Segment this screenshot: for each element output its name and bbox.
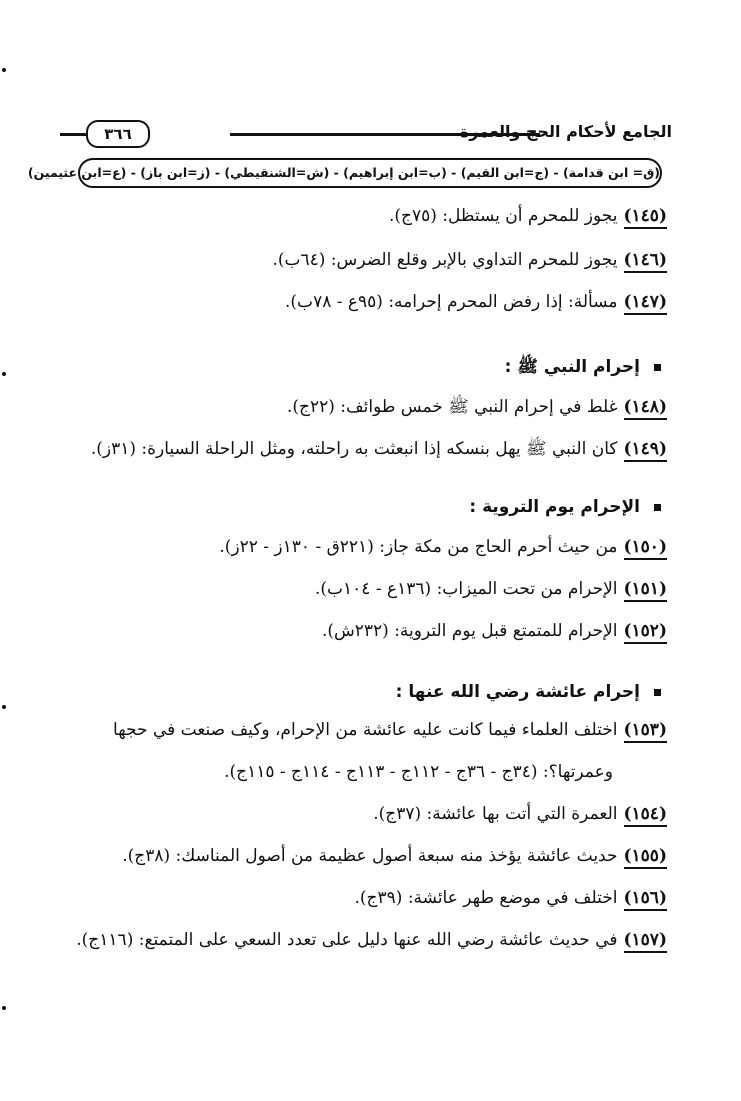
book-title: الجامع لأحكام الحج والعمرة: [459, 122, 672, 141]
item-text: من حيث أحرم الحاج من مكة جاز: (٢٢١ق - ١٣٠ز - ٢٢ز).: [219, 537, 618, 557]
item-text: اختلف العلماء فيما كانت عليه عائشة من الإحرام، وكيف صنعت في حجها: [113, 720, 618, 740]
item-number: (١٥٥): [624, 846, 668, 869]
abbreviation-legend: (ق= ابن قدامة) - (ج=ابن القيم) - (ب=ابن إبراهيم) - (ش=الشنقيطي) - (ز=ابن باز) - (ع=ابن عثيمين): [78, 158, 662, 188]
section-heading-text: الإحرام يوم التروية :: [469, 497, 640, 517]
list-item: [219, 537, 667, 560]
bullet-icon: [654, 689, 661, 696]
item-number: (١٤٨): [624, 397, 668, 420]
item-number: (١٥٣): [624, 720, 668, 743]
section-heading: [505, 356, 661, 381]
page-number: ٣٦٦: [86, 120, 150, 148]
item-text: غلط في إحرام النبي ﷺ خمس طوائف: (٢٢ج).: [286, 397, 618, 417]
scan-mark: [2, 372, 6, 376]
item-number: (١٤٩): [624, 439, 668, 462]
item-text: الإحرام للمتمتع قبل يوم التروية: (٢٣٢ش).: [321, 621, 618, 641]
item-number: (١٥١): [624, 579, 668, 602]
scan-mark: [2, 68, 6, 72]
list-item: [389, 206, 667, 229]
item-text: حديث عائشة يؤخذ منه سبعة أصول عظيمة من أصول المناسك: (٣٨ج).: [122, 846, 618, 866]
section-heading: [469, 497, 661, 517]
item-text: يجوز للمحرم التداوي بالإبر وقلع الضرس: (٦٤ب).: [272, 250, 618, 270]
section-heading-text: إحرام النبي ﷺ :: [504, 357, 640, 377]
bullet-icon: [654, 364, 661, 371]
list-item: [76, 930, 667, 953]
list-item: [272, 250, 667, 273]
list-item-continuation: وعمرتها؟: (٣٤ج - ٣٦ج - ١١٢ج - ١١٣ج - ١١٤ج - ١١٥ج).: [224, 762, 613, 782]
item-number: (١٤٧): [624, 292, 668, 315]
item-text: في حديث عائشة رضي الله عنها دليل على تعدد السعي على المتمتع: (١١٦ج).: [76, 930, 618, 950]
list-item: [91, 438, 667, 463]
scan-mark: [2, 705, 6, 709]
header-rule-left: [60, 133, 86, 136]
item-text: يجوز للمحرم أن يستظل: (٧٥ج).: [388, 206, 618, 226]
item-number: (١٥٦): [624, 888, 668, 911]
list-item: [322, 621, 667, 644]
list-item: [315, 579, 667, 602]
section-heading-text: إحرام عائشة رضي الله عنها :: [395, 682, 640, 702]
scan-mark: [2, 1006, 6, 1010]
list-item: [113, 720, 667, 743]
section-heading: [396, 682, 661, 702]
item-number: (١٥٢): [624, 621, 668, 644]
item-number: (١٤٥): [624, 206, 668, 229]
list-item: [285, 292, 667, 315]
list-item: [122, 846, 667, 869]
item-text: العمرة التي أتت بها عائشة: (٣٧ج).: [373, 804, 618, 824]
bullet-icon: [654, 504, 661, 511]
item-text: مسألة: إذا رفض المحرم إحرامه: (٩٥ع - ٧٨ب).: [285, 292, 618, 312]
list-item: [287, 396, 667, 421]
item-number: (١٥٠): [624, 537, 668, 560]
item-number: (١٥٧): [624, 930, 668, 953]
list-item: [373, 804, 667, 827]
item-text: الإحرام من تحت الميزاب: (١٣٦ع - ١٠٤ب).: [314, 579, 618, 599]
item-text: كان النبي ﷺ يهل بنسكه إذا انبعثت به راحلته، ومثل الراحلة السيارة: (٣١ز).: [90, 439, 618, 459]
item-number: (١٤٦): [624, 250, 668, 273]
running-header: [60, 118, 672, 152]
item-number: (١٥٤): [624, 804, 668, 827]
item-text: اختلف في موضع طهر عائشة: (٣٩ج).: [354, 888, 618, 908]
list-item: [355, 888, 668, 911]
